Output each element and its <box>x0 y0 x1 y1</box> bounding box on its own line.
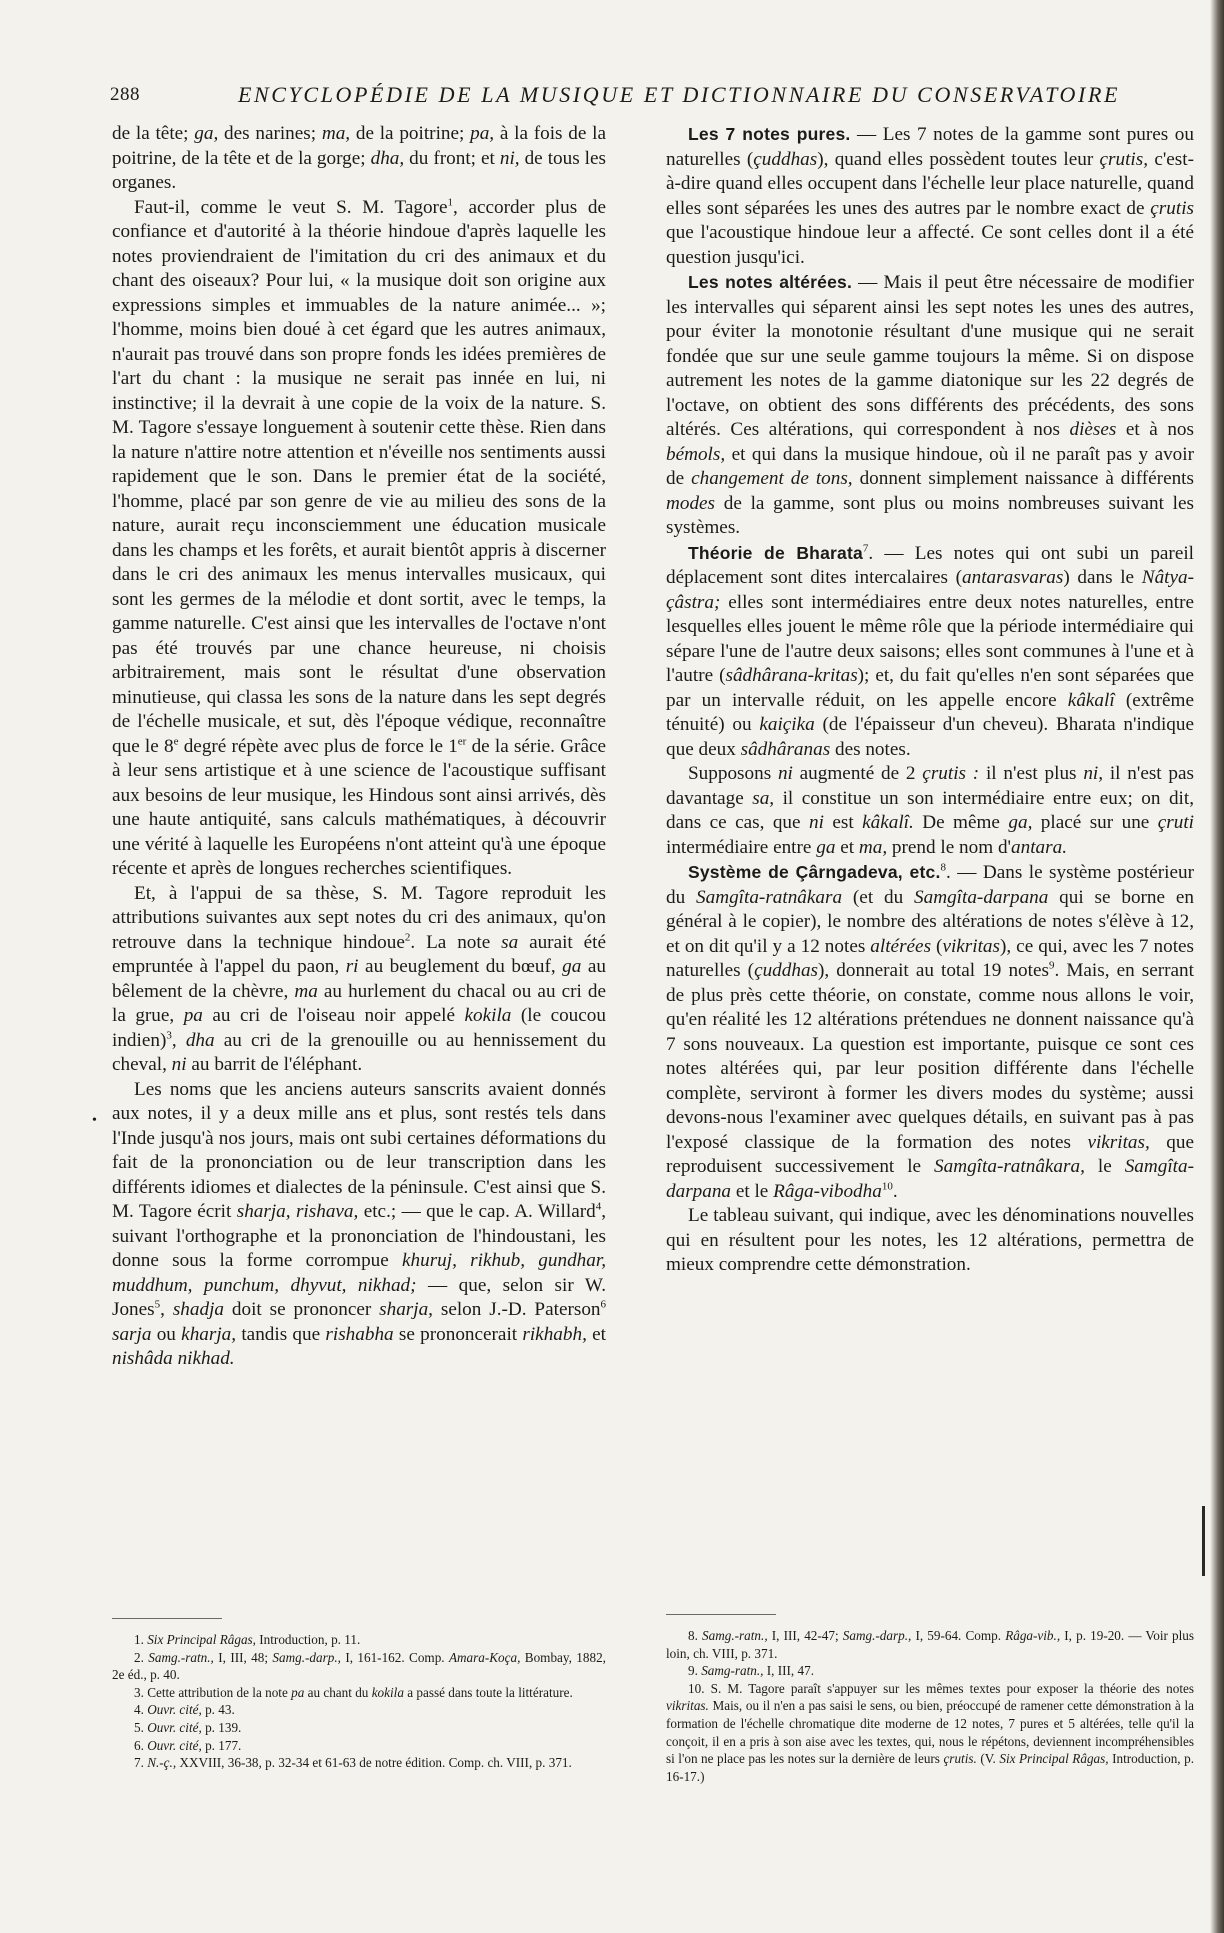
italic-text: Samg.-ratn., <box>702 1628 768 1643</box>
text-run: I, III, 42-47; <box>767 1628 843 1643</box>
italic-text: altérées <box>870 935 932 957</box>
text-run: que l'acoustique hindoue leur a affecté. Ce sont celles dont il a été question jusqu'ici. <box>666 222 1194 268</box>
text-run: au hurlement du chacal ou au cri de la grue, <box>112 980 606 1026</box>
italic-text: sarja <box>112 1323 152 1345</box>
text-run: il n'est pas davantage <box>666 763 1194 809</box>
footnote-ref: 8 <box>940 861 947 874</box>
text-run: p. 139. <box>201 1719 242 1735</box>
section-heading: Théorie de Bharata <box>688 542 863 563</box>
paragraph <box>666 860 1194 1204</box>
italic-text: çuddhas <box>753 148 818 170</box>
italic-text: ga <box>816 836 836 858</box>
italic-text: pa <box>291 1684 305 1700</box>
italic-text: ni, <box>1083 763 1104 784</box>
italic-text: vikritas. <box>666 1698 709 1714</box>
text-run: augmenté de 2 <box>792 763 923 784</box>
italic-text: sa, <box>752 787 775 809</box>
text-run: et à nos <box>1116 419 1194 440</box>
footnote-ref: 6 <box>600 1298 607 1311</box>
text-run: I, III, 48; <box>213 1649 273 1665</box>
text-run: ), ce qui, avec les 7 notes naturelles ( <box>666 935 1195 981</box>
text-run: des notes. <box>830 738 911 760</box>
text-run: p. 43. <box>201 1702 235 1718</box>
paragraph <box>666 1204 1194 1278</box>
text-run: ), donnerait au total 19 notes <box>818 960 1049 981</box>
italic-text: dha, <box>370 147 405 169</box>
footnote-ref: 9 <box>1048 959 1055 972</box>
text-run: 8. <box>688 1628 703 1643</box>
text-run: ); et, du fait qu'elles n'en sont séparées que par un intervalle réduit, on les appelle encore <box>666 665 1195 711</box>
italic-text: N.-ç., <box>147 1755 177 1771</box>
text-run: de la poitrine; <box>350 123 471 144</box>
text-run: degré répète avec plus de force le 1 <box>178 735 458 757</box>
footnote <box>112 1649 606 1684</box>
text-run: 6. <box>134 1737 148 1753</box>
text-run: Introduction, p. 16-17.) <box>666 1751 1194 1784</box>
italic-text: ma, <box>321 123 351 144</box>
text-run: tandis que <box>236 1323 326 1345</box>
italic-text: ga, <box>1008 812 1033 833</box>
text-run: il n'est plus <box>979 763 1084 784</box>
footnote-ref: 2 <box>404 931 411 944</box>
paragraph <box>112 882 606 1078</box>
italic-text: ni, <box>499 147 520 169</box>
italic-text: Samgîta-ratnâkara <box>696 886 843 908</box>
text-run: des narines; <box>218 123 322 144</box>
italic-text: Samg.-ratn., <box>148 1649 214 1665</box>
text-run: et <box>835 836 859 858</box>
text-run: — Mais il peut être nécessaire de modifier les intervalles qui séparent ainsi les sept notes les unes des autres, pour éviter la monotonie résultant d'une musique qui ne serait fondée que sur une seule gamme toujours la même. Si on dispose autrement les notes de la gamme diatonique sur les 22 degrés de l'octave, on obtient des sons différents des précédents, des sons altérés. Ces altérations, qui correspondent à nos <box>666 272 1194 440</box>
italic-text: çuddhas <box>754 960 819 981</box>
text-run: I, p. 19-20. — Voir plus loin, ch. VIII, p. 371. <box>666 1628 1195 1661</box>
text-run: , <box>160 1299 173 1320</box>
italic-text: Râga-vibodha <box>773 1180 882 1202</box>
text-run: , <box>171 1029 186 1051</box>
text-run: — Les 7 notes de la gamme sont pures ou naturelles ( <box>666 124 1194 170</box>
italic-text: Samg.-darp., <box>272 1649 341 1665</box>
footnote-rule-left <box>112 1618 222 1619</box>
page-edge-shadow <box>1210 0 1224 1933</box>
text-run: (V. <box>976 1751 1000 1767</box>
text-run: . La note <box>410 931 502 953</box>
text-run: selon J.-D. Paterson <box>432 1299 601 1320</box>
page-edge-mark <box>1202 1506 1205 1576</box>
text-run: du front; et <box>404 147 500 169</box>
italic-text: kokila <box>371 1684 404 1700</box>
text-run: et <box>586 1323 606 1345</box>
italic-text: antara. <box>1011 836 1067 858</box>
italic-text: Ouvr. cité, <box>147 1719 202 1735</box>
footnote <box>666 1662 1194 1680</box>
text-run: Les noms que les anciens auteurs sanscrits avaient donnés aux notes, il y a deux mille ans et plus, sont restés tels dans l'Inde jusqu'à nos jours, mais ont subi certaines déformations du fait de la prononciation ou de leur transcription dans les différents idiomes et dialectes de la péninsule. C'est ainsi que S. M. Tagore écrit <box>112 1078 606 1222</box>
running-title: ENCYCLOPÉDIE DE LA MUSIQUE ET DICTIONNAIRE DU CONSERVATOIRE <box>238 82 1121 107</box>
italic-text: Samg.-darp., <box>842 1628 912 1643</box>
italic-text: Samgîta-ratnâkara, <box>934 1156 1085 1177</box>
text-run: doit se prononcer <box>224 1299 380 1320</box>
right-column <box>666 122 1194 1278</box>
italic-text: ma, <box>858 836 888 858</box>
italic-text: ni <box>808 812 824 833</box>
text-run: au cri de la grenouille ou au hennissement du cheval, <box>112 1029 606 1075</box>
text-run: il constitue un son intermédiaire entre eux; on dit, dans ce cas, que <box>666 787 1194 833</box>
text-run: donnent simplement naissance à différents <box>852 468 1194 489</box>
text-run: ou <box>151 1323 182 1345</box>
italic-text: çrutis <box>1150 197 1194 219</box>
footnotes-right <box>666 1627 1194 1785</box>
italic-text: Samgîta-darpana <box>914 886 1049 908</box>
text-run: Le tableau suivant, qui indique, avec les dénominations nouvelles qui en résultent pour les notes, les 12 altérations, permettra de mieux comprendre cette démonstration. <box>666 1205 1194 1275</box>
text-run: de tous les organes. <box>112 147 607 193</box>
paragraph <box>666 122 1194 270</box>
text-run: est <box>823 812 863 833</box>
text-run: Faut-il, comme le veut S. M. Tagore <box>134 196 448 218</box>
paragraph <box>112 1078 606 1372</box>
italic-text: kaiçika <box>759 714 815 735</box>
italic-text: dièses <box>1069 419 1117 440</box>
paragraph <box>666 270 1194 541</box>
text-run: 10. S. M. Tagore paraît s'appuyer sur les mêmes textes pour exposer la théorie des notes <box>688 1680 1194 1696</box>
paragraph <box>666 762 1194 860</box>
text-run: au cri de l'oiseau noir appelé <box>202 1005 465 1026</box>
text-run: , suivant l'orthographe et la prononciation de l'hindoustani, les donne sous la forme corrompue <box>112 1201 607 1271</box>
italic-text: Six Principal Râgas, <box>999 1751 1109 1767</box>
text-run: prend le nom d' <box>887 836 1012 858</box>
italic-text: kâkalî <box>1067 689 1115 711</box>
text-run: de la série. Grâce à leur sens artistique et à une science de l'acoustique suffisant aux besoins de leur musique, les Hindous sont ainsi arrivés, dès une haute antiquité, sans calculs mathématiques, à découvrir une vérité à laquelle les Européens n'ont atteint qu'à une époque récente et après de longues recherches scientifiques. <box>112 735 606 879</box>
italic-text: vikritas <box>942 935 1000 957</box>
italic-text: bémols, <box>666 443 726 465</box>
paragraph <box>666 541 1194 763</box>
footnote <box>666 1680 1194 1786</box>
text-run: au bêlement de la chèvre, <box>112 956 606 1002</box>
italic-text: Râga-vib., <box>1005 1628 1061 1643</box>
italic-text: çruti <box>1157 812 1194 833</box>
footnote <box>112 1701 606 1719</box>
footnote-ref: e <box>173 735 179 748</box>
text-run: au chant du <box>304 1684 372 1700</box>
page-number: 288 <box>110 84 140 105</box>
text-run: aurait été empruntée à l'appel du paon, <box>112 931 606 977</box>
footnote <box>112 1684 606 1702</box>
text-run: , accorder plus de confiance et d'autorité à la théorie hindoue d'après laquelle les notes proviendraient de l'imitation du cri des animaux et du chant des oiseaux? Pour lui, « la musique doit son origine aux expressions simples et immuables de la nature animée... »; l'homme, moins bien doué à cet égard que les autres animaux, n'aurait pas trouvé dans son propre fonds les idées premières de l'art du chant : la musique ne serait pas innée en lui, ni instinctive; il la devrait à une copie de la voix de la nature. S. M. Tagore s'essaye longuement à soutenir cette thèse. Rien dans la nature n'attire notre attention et n'éveille nos sentiments aussi rapidement que le son. Dans le premier état de la société, l'homme, placé par son genre de vie au milieu des sons de la nature, aurait reçu inconsciemment une éducation musicale dans les champs et les forêts, et aurait bientôt appris à discerner dans le cri des animaux les menus intervalles musicaux, qui sont les germes de la mélodie et dont sortit, avec le temps, la gamme naturelle. C'est ainsi que les intervalles de l'octave n'ont pas été trouvés par une chance heureuse, ni choisis arbitrairement, mais sont le résultat d'une observation minutieuse, qui classa les sons de la nature dans les sept degrés de l'échelle musicale, et sut, dès l'époque védique, reconnaître que le 8 <box>112 196 606 757</box>
text-run: (le coucou indien) <box>112 1005 606 1051</box>
italic-text: antarasvaras <box>962 567 1064 588</box>
italic-text: rikhabh, <box>522 1323 587 1345</box>
italic-text: çrutis. <box>943 1751 977 1767</box>
italic-text: kokila <box>464 1005 512 1026</box>
footnote-ref: 3 <box>166 1029 172 1042</box>
italic-text: kharja, <box>181 1323 237 1345</box>
italic-text: Samg-ratn., <box>701 1663 764 1679</box>
text-run: ) dans le <box>1063 567 1142 588</box>
margin-bullet: • <box>92 1113 97 1128</box>
text-run: (extrême ténuité) ou <box>666 689 1194 735</box>
text-run: qui se borne en général à le copier), le nombre des altérations de notes s'élève à 12, et on dit qu'il y a 12 notes <box>666 886 1194 957</box>
section-heading: Les 7 notes pures. <box>688 124 851 144</box>
text-run: 3. Cette attribution de la note <box>134 1684 292 1700</box>
italic-text: Ouvr. cité, <box>147 1737 202 1753</box>
italic-text: Six Principal Râgas, <box>147 1632 256 1647</box>
italic-text: pa, <box>470 123 495 144</box>
text-run: et le <box>731 1180 774 1202</box>
text-run: De même <box>913 812 1009 833</box>
footnote <box>112 1737 606 1755</box>
text-run: XXVIII, 36-38, p. 32-34 et 61-63 de notre édition. Comp. ch. VIII, p. 371. <box>176 1755 572 1771</box>
italic-text: ni <box>171 1054 187 1075</box>
text-run: de la gamme, sont plus ou moins nombreuses suivant les systèmes. <box>666 492 1194 538</box>
italic-text: sharja, rishava, <box>236 1201 359 1222</box>
text-run: placé sur une <box>1032 812 1158 833</box>
text-run: au beuglement du bœuf, <box>358 956 563 977</box>
italic-text: ri <box>345 956 359 977</box>
italic-text: ga, <box>194 123 219 144</box>
text-run: p. 177. <box>201 1737 242 1753</box>
text-run: (et du <box>842 886 915 908</box>
text-run: le <box>1084 1156 1125 1177</box>
paragraph <box>112 122 606 196</box>
italic-text: vikritas, <box>1087 1131 1150 1153</box>
text-run: I, 59-64. Comp. <box>911 1628 1006 1643</box>
text-run: intermédiaire entre <box>666 836 817 858</box>
text-run: . — Dans le système postérieur du <box>666 862 1194 908</box>
italic-text: sharja, <box>379 1299 433 1320</box>
left-column <box>112 122 606 1372</box>
italic-text: nishâda nikhad. <box>112 1348 235 1369</box>
text-run: . <box>892 1180 898 1202</box>
italic-text: shadja <box>172 1299 225 1320</box>
italic-text: dha <box>185 1029 215 1051</box>
text-run: que reproduisent successivement le <box>666 1131 1194 1177</box>
footnote <box>112 1631 606 1649</box>
italic-text: rishabha <box>325 1323 394 1345</box>
italic-text: çrutis : <box>922 763 980 784</box>
footnote-ref: 10 <box>881 1180 893 1193</box>
text-run: . — Les notes qui ont subi un pareil déplacement sont dites intercalaires ( <box>666 542 1194 588</box>
text-run: . Mais, en serrant de plus près cette théorie, on constate, comme nous allons le voir, qu'en réalité les 12 altérations prétendues ne donnent naissance qu'à 7 sons nouveaux. La question est importante, puisque ce sont ces notes altérées qui, par leur position différente dans l'échelle complète, serviront à former les divers modes du système; aussi devons-nous l'examiner avec quelques détails, en suivant pas à pas l'exposé classique de la formation des notes <box>666 960 1194 1153</box>
text-run: I, III, 47. <box>763 1663 815 1679</box>
text-run: (de l'épaisseur d'un cheveu). Bharata n'indique que deux <box>666 714 1195 760</box>
footnote <box>112 1719 606 1737</box>
text-run: Supposons <box>688 763 778 784</box>
text-run: ( <box>931 935 943 957</box>
italic-text: changement de tons, <box>691 468 853 489</box>
footnote-ref: er <box>457 735 467 748</box>
italic-text: sâdhârana-kritas <box>725 665 858 686</box>
footnote-ref: 7 <box>862 542 869 555</box>
footnote-ref: 4 <box>595 1200 602 1213</box>
footnotes-left <box>112 1631 606 1772</box>
italic-text: ga <box>562 956 582 977</box>
text-run: elles sont intermédiaires entre deux notes naturelles, entre lesquelles elles jouent le même rôle que la période intermédiaire qui sépare l'une de l'autre deux saisons; elles sont communes à l'une et à l'autre ( <box>666 591 1194 686</box>
footnote <box>666 1627 1194 1662</box>
footnote-ref: 1 <box>447 196 453 209</box>
italic-text: çrutis, <box>1099 148 1149 170</box>
text-run: Et, à l'appui de sa thèse, S. M. Tagore reproduit les attributions suivantes aux sept notes du cri des animaux, qu'on retrouve dans la technique hindoue <box>112 882 606 953</box>
italic-text: Ouvr. cité, <box>147 1702 202 1718</box>
text-run: c'est-à-dire quand elles occupent dans l'échelle leur place naturelle, quand elles sont séparées les unes des autres par le nombre exact de <box>666 148 1194 219</box>
section-heading: Les notes altérées. <box>688 272 853 292</box>
text-run: Bombay, 1882, 2e éd., p. 40. <box>112 1649 606 1683</box>
footnote-rule-right <box>666 1614 776 1615</box>
italic-text: kâkalî. <box>862 812 914 833</box>
text-run: Mais, ou il n'en a pas saisi le sens, ou bien, préoccupé de ramener cette démonstration à la formation de l'échelle chromatique dite moderne de 12 notes, 7 pures et 5 altérées, telle qu'il la conçoit, il en a pris à son aise avec les textes, qui, nous le répétons, deviennent incompréhensibles si l'on ne place pas les notes sur la dernière de leurs <box>666 1698 1194 1767</box>
text-run: de la tête; <box>112 123 195 144</box>
text-run: 1. <box>134 1632 148 1647</box>
text-run: au barrit de l'éléphant. <box>186 1054 363 1075</box>
section-heading: Système de Çârngadeva, etc. <box>688 862 941 882</box>
italic-text: ni <box>777 763 793 784</box>
footnote-ref: 5 <box>154 1298 161 1311</box>
text-run: 4. <box>134 1702 148 1718</box>
italic-text: sâdhâranas <box>740 738 831 760</box>
footnote <box>112 1754 606 1772</box>
text-run: et qui dans la musique hindoue, où il ne paraît pas y avoir de <box>666 443 1194 489</box>
paragraph <box>112 196 606 882</box>
text-run: I, 161-162. Comp. <box>340 1649 449 1665</box>
italic-text: Samgîta-darpana <box>666 1156 1194 1202</box>
text-run: a passé dans toute la littérature. <box>403 1684 573 1700</box>
italic-text: pa <box>183 1005 203 1026</box>
italic-text: ma <box>294 980 318 1002</box>
italic-text: Amara-Koça, <box>448 1649 521 1665</box>
text-run: Introduction, p. 11. <box>255 1632 361 1647</box>
text-run: etc.; — que le cap. A. Willard <box>358 1201 596 1222</box>
page-header <box>110 82 1121 118</box>
italic-text: khuruj, rikhub, gundhar, muddhum, punchum, dhyvut, nikhad; <box>112 1250 606 1296</box>
text-run: — que, selon sir W. Jones <box>112 1274 606 1320</box>
text-run: 5. <box>134 1719 148 1735</box>
text-run: 7. <box>134 1755 148 1771</box>
text-run: 9. <box>688 1663 702 1679</box>
italic-text: sa <box>501 931 519 953</box>
italic-text: modes <box>666 492 716 514</box>
italic-text: Nâtya-çâstra; <box>666 567 1194 613</box>
text-run: se prononcerait <box>393 1323 523 1345</box>
text-run: 2. <box>134 1649 149 1665</box>
text-run: à la fois de la poitrine, de la tête et de la gorge; <box>112 123 606 169</box>
text-run: ), quand elles possèdent toutes leur <box>817 148 1100 170</box>
